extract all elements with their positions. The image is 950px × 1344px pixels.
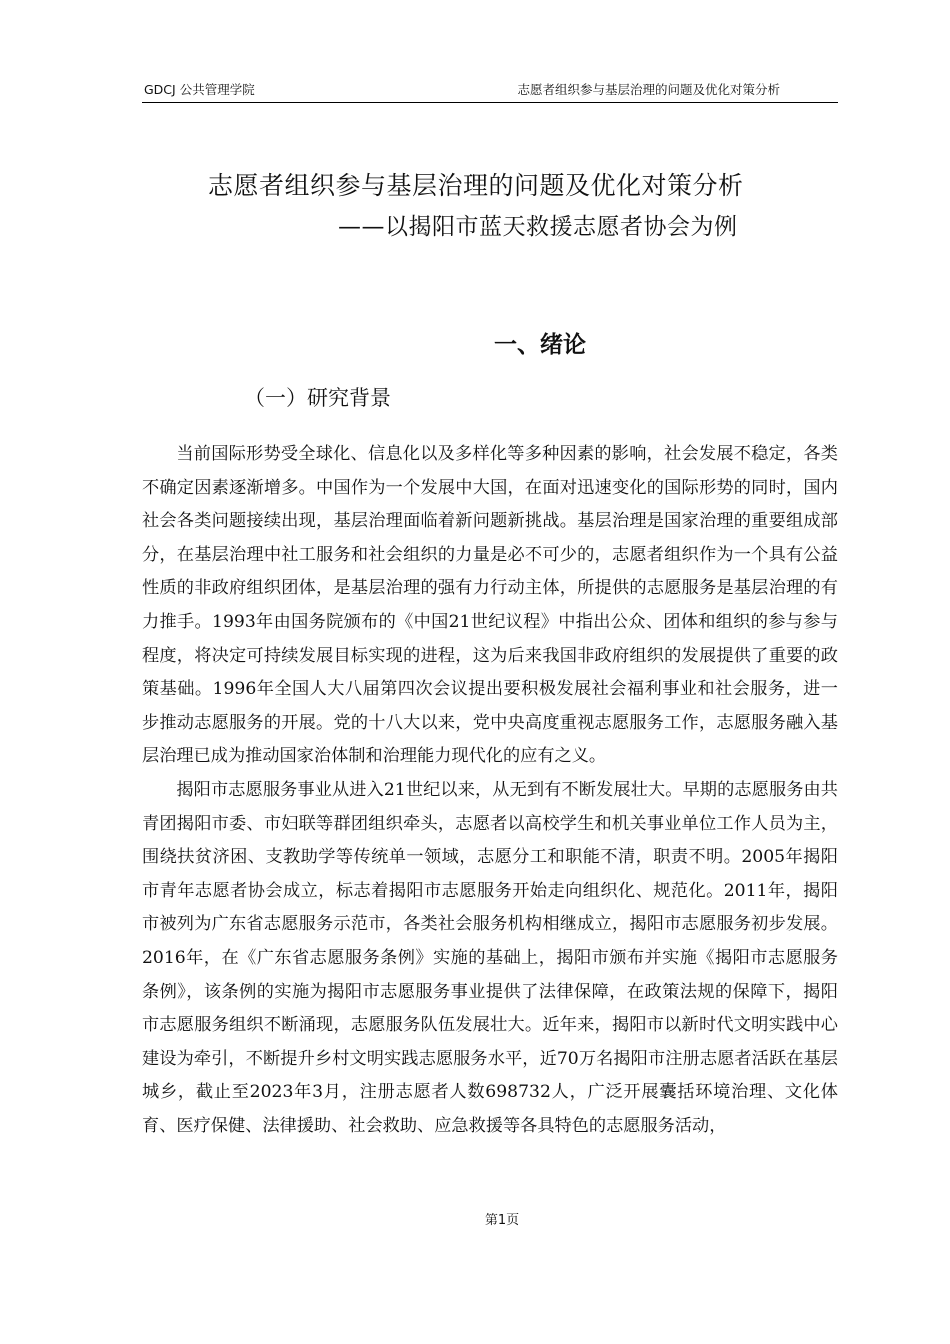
section-heading: （一）研究背景: [244, 386, 391, 410]
document-subtitle: ——以揭阳市蓝天救援志愿者协会为例: [338, 214, 738, 240]
header-institution: GDCJ 公共管理学院: [144, 82, 255, 97]
paragraph-2: 揭阳市志愿服务事业从进入21世纪以来，从无到有不断发展壮大。早期的志愿服务由共青团揭阳市委、市妇联等群团组织牵头，志愿者以高校学生和机关事业单位工作人员为主，围绕扶贫济困、支教助学等传统单一领域，志愿分工和职能不清，职责不明。2005年揭阳市青年志愿者协会成立，标志着揭阳市志愿服务开始走向组织化、规范化。2011年，揭阳市被列为广东省志愿服务示范市，各类社会服务机构相继成立，揭阳市志愿服务初步发展。2016年，在《广东省志愿服务条例》实施的基础上，揭阳市颁布并实施《揭阳市志愿服务条例》，该条例的实施为揭阳市志愿服务事业提供了法律保障，在政策法规的保障下，揭阳市志愿服务组织不断涌现，志愿服务队伍发展壮大。近年来，揭阳市以新时代文明实践中心建设为牵引，不断提升乡村文明实践志愿服务水平，近70万名揭阳市注册志愿者活跃在基层城乡，截止至2023年3月，注册志愿者人数698732人，广泛开展囊括环境治理、文化体育、医疗保健、法律援助、社会救助、应急救援等各具特色的志愿服务活动，: [142, 779, 838, 1136]
page-number: 第1页: [484, 1213, 520, 1228]
document-title: 志愿者组织参与基层治理的问题及优化对策分析: [208, 171, 744, 200]
page-header: [142, 78, 838, 103]
paragraph-1: 当前国际形势受全球化、信息化以及多样化等多种因素的影响，社会发展不稳定，各类不确定因素逐渐增多。中国作为一个发展中大国，在面对迅速变化的国际形势的同时，国内社会各类问题接续出现，基层治理面临着新问题新挑战。基层治理是国家治理的重要组成部分，在基层治理中社工服务和社会组织的力量是必不可少的，志愿者组织作为一个具有公益性质的非政府组织团体，是基层治理的强有力行动主体，所提供的志愿服务是基层治理的有力推手。1993年由国务院颁布的《中国21世纪议程》中指出公众、团体和组织的参与参与程度，将决定可持续发展目标实现的进程，这为后来我国非政府组织的发展提供了重要的政策基础。1996年全国人大八届第四次会议提出要积极发展社会福利事业和社会服务，进一步推动志愿服务的开展。党的十八大以来，党中央高度重视志愿服务工作，志愿服务融入基层治理已成为推动国家治体制和治理能力现代化的应有之义。: [142, 444, 838, 767]
header-running-title: 志愿者组织参与基层治理的问题及优化对策分析: [517, 82, 780, 97]
chapter-heading: 一、绪论: [494, 332, 586, 358]
body-text: [142, 438, 838, 1143]
